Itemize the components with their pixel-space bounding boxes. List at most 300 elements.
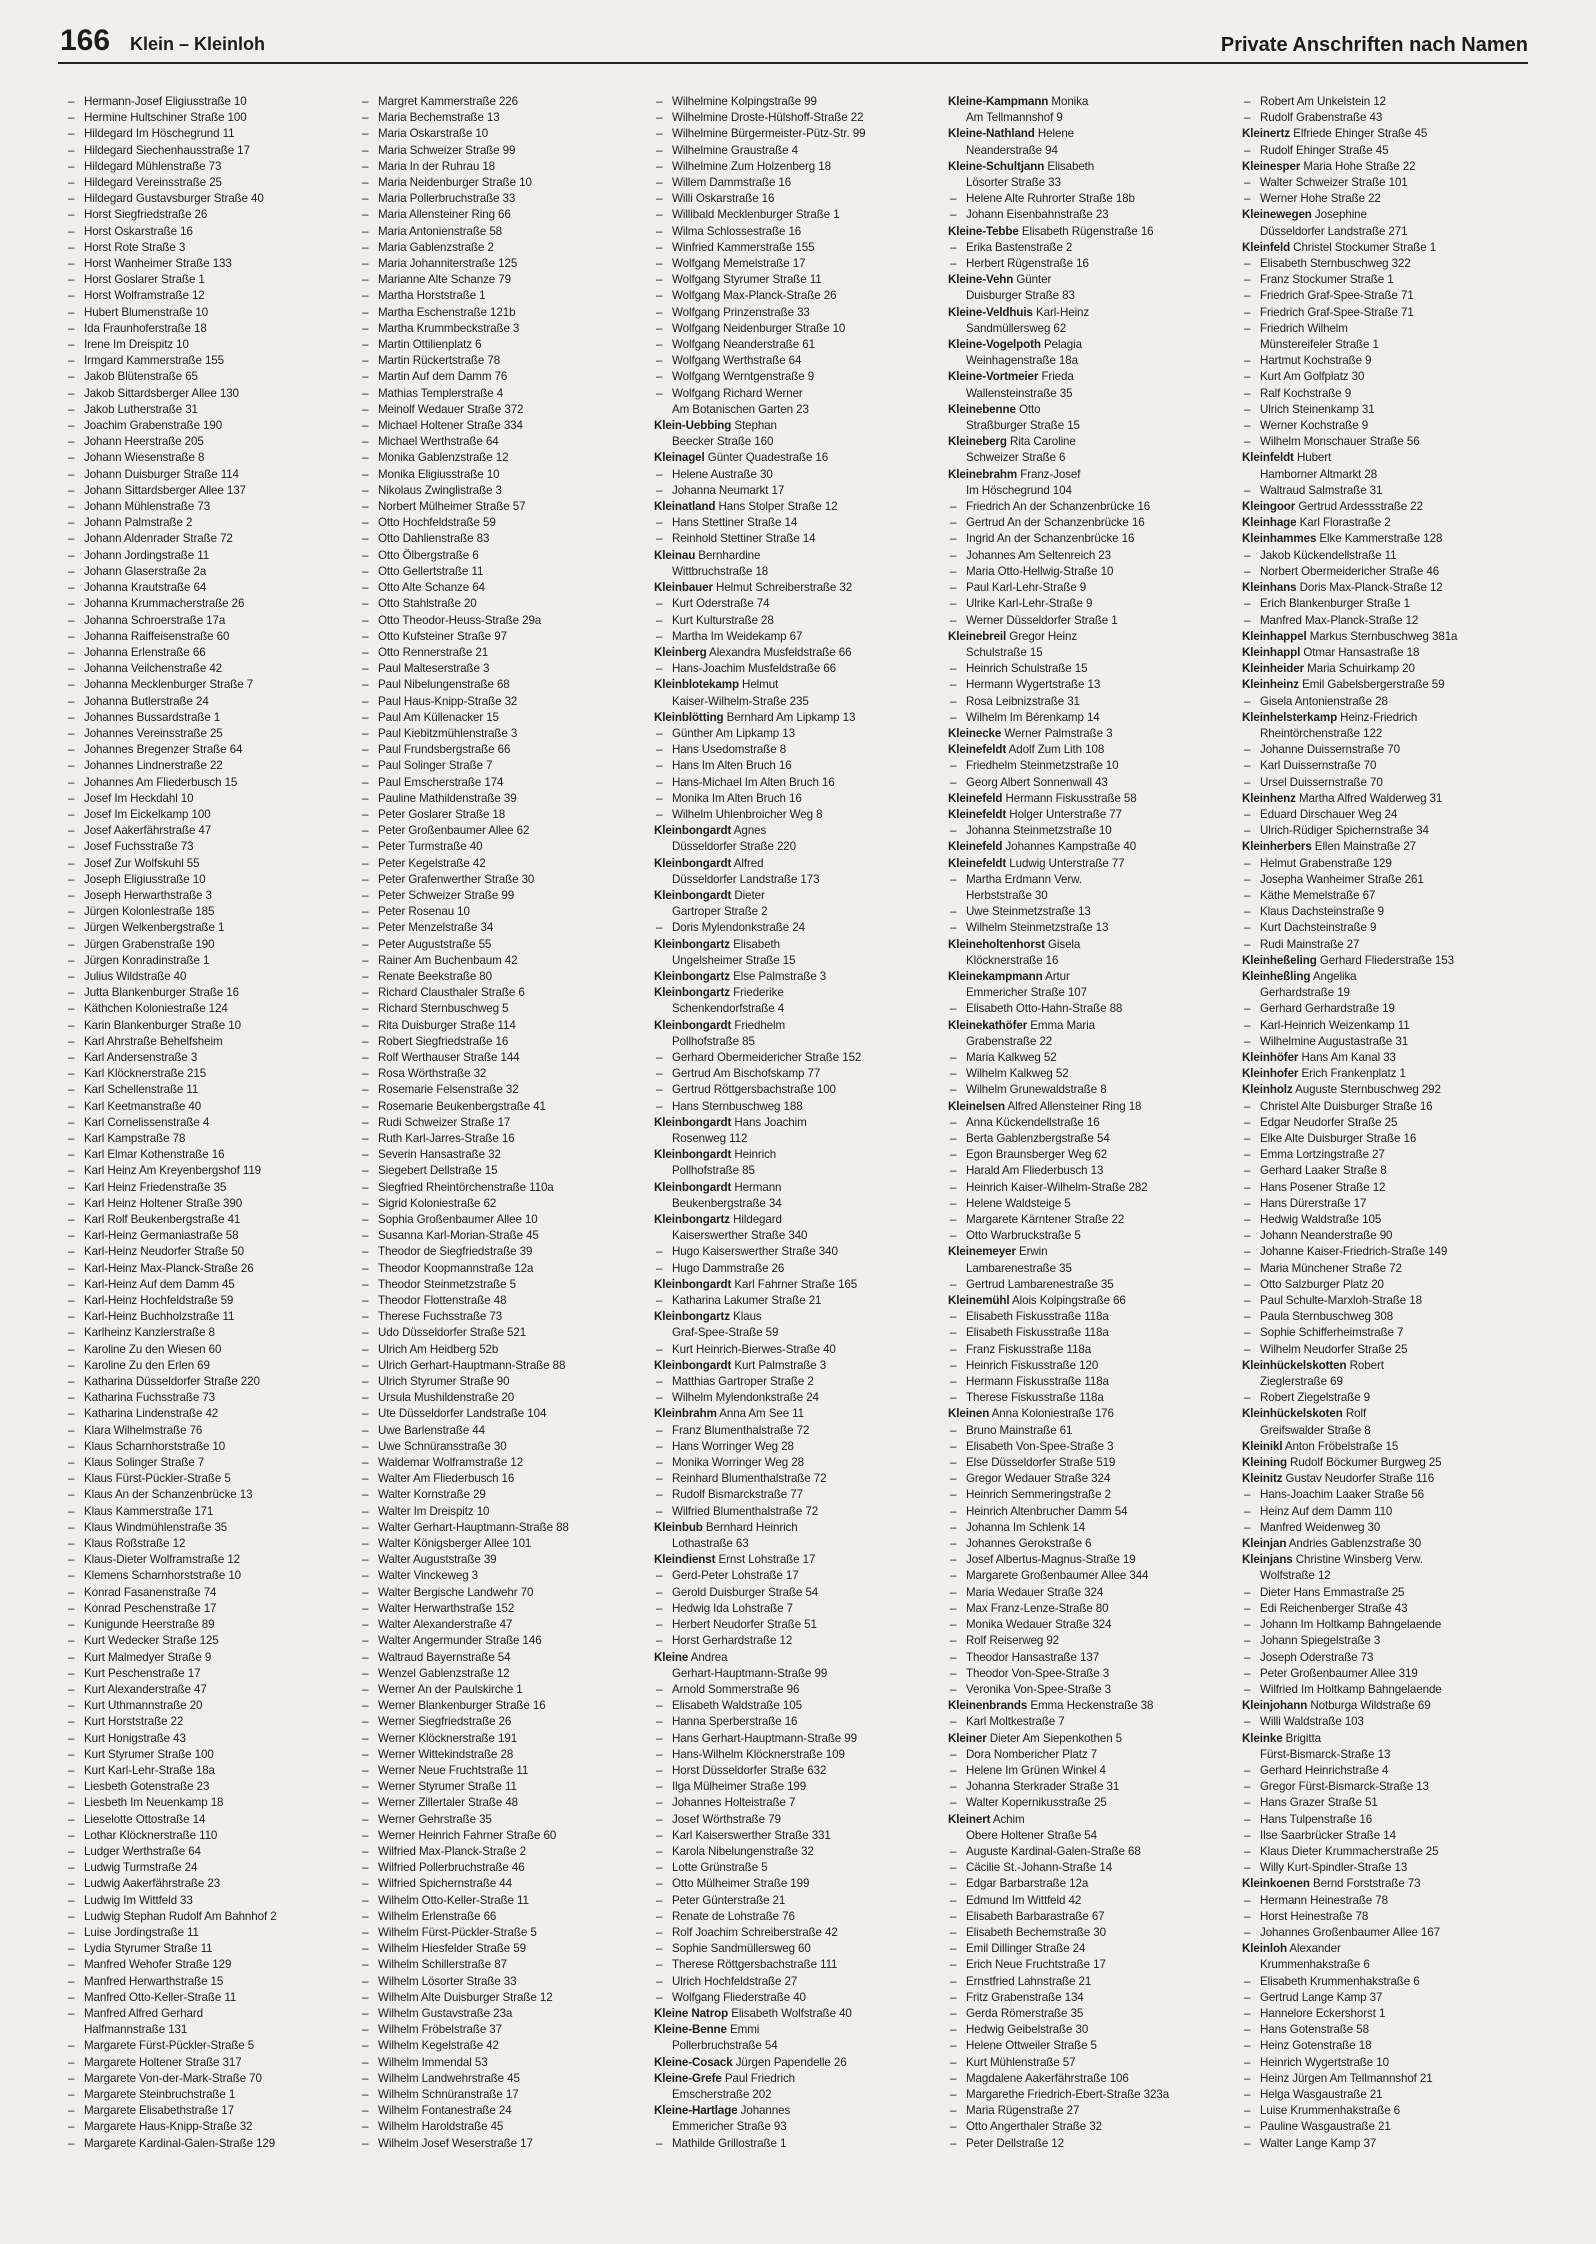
dash-marker: – <box>362 888 369 902</box>
surname: Kleinhöfer <box>1242 1050 1299 1064</box>
dash-marker: – <box>1244 1342 1251 1356</box>
dash-marker: – <box>68 1002 75 1016</box>
dash-marker: – <box>1244 354 1251 368</box>
listing-entry <box>64 564 352 580</box>
dash-marker: – <box>362 629 369 643</box>
entry-text: Wilhelm Hiesfelder Straße 59 <box>378 1942 526 1956</box>
entry-text: Karl Cornelissenstraße 4 <box>84 1115 210 1129</box>
dash-marker: – <box>68 1715 75 1729</box>
dash-marker: – <box>68 1877 75 1891</box>
entry-text: Kurt Styrumer Straße 100 <box>84 1747 214 1761</box>
dash-marker: – <box>1244 564 1251 578</box>
entry-text: Franz Stockumer Straße 1 <box>1260 273 1394 287</box>
listing-entry <box>358 629 646 645</box>
entry-text: Manfred Weidenweg 30 <box>1260 1520 1381 1534</box>
listing-entry <box>64 1633 352 1649</box>
listing-entry <box>358 1342 646 1358</box>
entry-text: Otto Warbruckstraße 5 <box>966 1229 1081 1243</box>
listing-entry <box>1240 1342 1528 1358</box>
listing-entry <box>652 1974 940 1990</box>
listing-entry <box>946 677 1234 693</box>
listing-entry <box>64 1941 352 1957</box>
dash-marker: – <box>950 516 957 530</box>
dash-marker: – <box>656 386 663 400</box>
entry-continuation: Sandmüllersweg 62 <box>966 321 1067 335</box>
surname: Kleinebrahm <box>948 467 1018 481</box>
dash-marker: – <box>950 240 957 254</box>
surname: Kleinbongardt <box>654 856 732 870</box>
dash-marker: – <box>362 1326 369 1340</box>
listing-entry <box>1240 288 1528 304</box>
entry-text: Gisela <box>1044 937 1081 951</box>
dash-marker: – <box>362 2136 369 2150</box>
dash-marker: – <box>950 500 957 514</box>
entry-text: Johann Aldenrader Straße 72 <box>84 532 233 546</box>
listing-entry <box>946 191 1234 207</box>
listing-entry <box>358 856 646 872</box>
surname: Kleinemühl <box>948 1294 1010 1308</box>
surname: Kleinert <box>948 1812 991 1826</box>
entry-text: Karin Blankenburger Straße 10 <box>84 1018 241 1032</box>
surname: Kleinbongardt <box>654 1180 732 1194</box>
listing-entry <box>64 1779 352 1795</box>
dash-marker: – <box>68 1520 75 1534</box>
entry-text: Margarete Haus-Knipp-Straße 32 <box>84 2120 253 2134</box>
entry-continuation: Im Höschegrund 104 <box>966 483 1072 497</box>
entry-continuation: Düsseldorfer Landstraße 173 <box>672 872 820 886</box>
dash-marker: – <box>68 2136 75 2150</box>
listing-entry <box>1240 1893 1528 1909</box>
dash-marker: – <box>362 1229 369 1243</box>
entry-continuation: Herbststraße 30 <box>966 888 1048 902</box>
entry-text: Klaus Roßstraße 12 <box>84 1537 186 1551</box>
dash-marker: – <box>68 176 75 190</box>
entry-text: Elke Kammerstraße 128 <box>1316 532 1443 546</box>
listing-entry <box>358 531 646 547</box>
listing-entry <box>358 564 646 580</box>
listing-entry <box>652 467 940 483</box>
dash-marker: – <box>362 500 369 514</box>
dash-marker: – <box>950 2071 957 2085</box>
listing-entry <box>652 515 940 531</box>
entry-text: Siegebert Dellstraße 15 <box>378 1164 498 1178</box>
listing-entry <box>1240 2071 1528 2087</box>
surname: Kleinheßling <box>1242 969 1311 983</box>
dash-marker: – <box>656 1050 663 1064</box>
dash-marker: – <box>656 807 663 821</box>
entry-text: Kurt Heinrich-Bierwes-Straße 40 <box>672 1342 836 1356</box>
dash-marker: – <box>950 1958 957 1972</box>
entry-text: Margarethe Friedrich-Ebert-Straße 323a <box>966 2087 1170 2101</box>
entry-text: Hermann-Josef Eligiusstraße 10 <box>84 95 247 108</box>
dash-marker: – <box>362 694 369 708</box>
listing-entry <box>64 272 352 288</box>
listing-entry <box>946 1795 1234 1811</box>
listing-entry <box>358 386 646 402</box>
dash-marker: – <box>68 483 75 497</box>
entry-text: Erich Blankenburger Straße 1 <box>1260 597 1410 611</box>
dash-marker: – <box>656 1245 663 1259</box>
listing-entry <box>652 353 940 369</box>
dash-marker: – <box>362 1844 369 1858</box>
dash-marker: – <box>362 386 369 400</box>
dash-marker: – <box>1244 483 1251 497</box>
dash-marker: – <box>362 208 369 222</box>
entry-text: Hans Stolper Straße 12 <box>715 500 838 514</box>
entry-text: Wilhelm Fürst-Pückler-Straße 5 <box>378 1925 537 1939</box>
entry-text: Hans Usedomstraße 8 <box>672 743 787 757</box>
listing-entry <box>64 1552 352 1568</box>
dash-marker: – <box>950 824 957 838</box>
listing-entry <box>358 1018 646 1034</box>
entry-text: Johannes Kampstraße 40 <box>1002 840 1137 854</box>
entry-text: Reinhold Stettiner Straße 14 <box>672 532 816 546</box>
entry-text: Kurt Mühlenstraße 57 <box>966 2055 1076 2069</box>
dash-marker: – <box>362 1666 369 1680</box>
entry-text: Walter Kopernikusstraße 25 <box>966 1796 1107 1810</box>
entry-text: Kunigunde Heerstraße 89 <box>84 1618 215 1632</box>
entry-text: Karl Fahrner Straße 165 <box>731 1277 858 1291</box>
entry-text: Horst Goslarer Straße 1 <box>84 273 205 287</box>
entry-text: Johanna Butlerstraße 24 <box>84 694 209 708</box>
listing-entry <box>946 1520 1234 1536</box>
dash-marker: – <box>362 354 369 368</box>
surname-entry <box>652 2022 940 2038</box>
entry-text: Dora Nombericher Platz 7 <box>966 1747 1097 1761</box>
entry-text: Wilfried Blumenthalstraße 72 <box>672 1504 819 1518</box>
entry-text: Ralf Kochstraße 9 <box>1260 386 1352 400</box>
dash-marker: – <box>950 1196 957 1210</box>
surname: Kleinberg <box>654 645 707 659</box>
listing-entry <box>358 1423 646 1439</box>
entry-text: Helene Alte Ruhrorter Straße 18b <box>966 192 1135 206</box>
listing-entry <box>64 159 352 175</box>
dash-marker: – <box>1244 1180 1251 1194</box>
entry-text: Christine Winsberg Verw. <box>1292 1553 1423 1567</box>
entry-continuation: Am Botanischen Garten 23 <box>672 402 809 416</box>
listing-entry <box>652 175 940 191</box>
dash-marker: – <box>68 1569 75 1583</box>
listing-entry <box>64 1277 352 1293</box>
dash-marker: – <box>656 759 663 773</box>
dash-marker: – <box>68 1666 75 1680</box>
dash-marker: – <box>950 1650 957 1664</box>
entry-text: Doris Mylendonkstraße 24 <box>672 921 805 935</box>
surname: Kleine-Grefe <box>654 2071 722 2085</box>
entry-text: Johann Eisenbahnstraße 23 <box>966 208 1109 222</box>
entry-text: Cäcilie St.-Johann-Straße 14 <box>966 1861 1113 1875</box>
entry-continuation: Pollhofstraße 85 <box>672 1034 755 1048</box>
listing-entry <box>64 1293 352 1309</box>
dash-marker: – <box>68 1294 75 1308</box>
surname-entry <box>1240 1066 1528 1082</box>
surname-entry <box>1240 710 1528 726</box>
entry-text: Martha Eschenstraße 121b <box>378 305 516 319</box>
listing-entry <box>1240 2103 1528 2119</box>
entry-text: Christel Stockumer Straße 1 <box>1290 240 1437 254</box>
entry-text: Hans Stettiner Straße 14 <box>672 516 798 530</box>
dash-marker: – <box>950 192 957 206</box>
listing-entry <box>946 2006 1234 2022</box>
entry-text: Karl-Heinz Hochfeldstraße 59 <box>84 1294 234 1308</box>
entry-text: Holger Unterstraße 77 <box>1006 807 1122 821</box>
entry-text: Helene <box>1034 127 1075 141</box>
listing-entry <box>946 531 1234 547</box>
listing-entry <box>64 2103 352 2119</box>
dash-marker: – <box>362 143 369 157</box>
listing-entry <box>946 1082 1234 1098</box>
listing-entry <box>64 1601 352 1617</box>
entry-text: Johannes Bregenzer Straße 64 <box>84 743 243 757</box>
dash-marker: – <box>362 969 369 983</box>
dash-marker: – <box>656 127 663 141</box>
entry-text: Franz-Josef <box>1017 467 1081 481</box>
listing-entry <box>64 1731 352 1747</box>
entry-text: Johann Palmstraße 2 <box>84 516 193 530</box>
entry-text: Alfred <box>731 856 764 870</box>
surname-entry <box>1240 159 1528 175</box>
listing-entry <box>358 450 646 466</box>
entry-text: Ellen Mainstraße 27 <box>1311 840 1417 854</box>
entry-text: Wilhelm Immendal 53 <box>378 2055 488 2069</box>
entry-text: Hermann Heinestraße 78 <box>1260 1893 1388 1907</box>
listing-entry <box>64 2119 352 2135</box>
listing-entry <box>358 758 646 774</box>
entry-text: Johanna Steinmetzstraße 10 <box>966 824 1112 838</box>
listing-entry <box>652 1990 940 2006</box>
entry-text: Wolfgang Prinzenstraße 33 <box>672 305 810 319</box>
entry-text: Peter Grafenwerther Straße 30 <box>378 872 535 886</box>
listing-entry <box>358 1698 646 1714</box>
entry-text: Peter Menzelstraße 34 <box>378 921 494 935</box>
entry-text: Klaus Dieter Krummacherstraße 25 <box>1260 1844 1439 1858</box>
entry-text: Johannes Großenbaumer Allee 167 <box>1260 1925 1440 1939</box>
listing-entry <box>946 240 1234 256</box>
dash-marker: – <box>68 305 75 319</box>
dash-marker: – <box>950 1844 957 1858</box>
entry-text: Lothar Klöcknerstraße 110 <box>84 1828 218 1842</box>
surname: Kleinheinz <box>1242 678 1299 692</box>
surname: Kleingoor <box>1242 500 1296 514</box>
listing-entry <box>946 775 1234 791</box>
dash-marker: – <box>68 1828 75 1842</box>
listing-entry <box>946 1471 1234 1487</box>
listing-entry <box>946 694 1234 710</box>
dash-marker: – <box>656 1375 663 1389</box>
entry-text: Edi Reichenberger Straße 43 <box>1260 1601 1408 1615</box>
dash-marker: – <box>950 1067 957 1081</box>
dash-marker: – <box>656 1861 663 1875</box>
entry-text: Kurt Karl-Lehr-Straße 18a <box>84 1763 215 1777</box>
listing-entry <box>64 1536 352 1552</box>
entry-text: Ruth Karl-Jarres-Straße 16 <box>378 1132 515 1145</box>
entry-text: Auguste Sternbuschweg 292 <box>1292 1083 1441 1097</box>
entry-text: Wilhelmine Bürgermeister-Pütz-Str. 99 <box>672 127 866 141</box>
surname: Kleine-Kampmann <box>948 95 1049 108</box>
surname-entry <box>652 2055 940 2071</box>
listing-entry <box>64 1909 352 1925</box>
entry-text: Werner Siegfriedstraße 26 <box>378 1715 512 1729</box>
listing-entry <box>358 418 646 434</box>
surname: Kleinjans <box>1242 1553 1293 1567</box>
entry-text: Wilhelmine Graustraße 4 <box>672 143 798 157</box>
entry-text: Maria Allensteiner Ring 66 <box>378 208 511 222</box>
listing-entry <box>1240 191 1528 207</box>
entry-text: Werner Kochstraße 9 <box>1260 419 1369 433</box>
dash-marker: – <box>68 1812 75 1826</box>
entry-text: Otto Mülheimer Straße 199 <box>672 1877 810 1891</box>
surname: Kleinjohann <box>1242 1699 1308 1713</box>
listing-entry <box>64 661 352 677</box>
listing-entry <box>1240 402 1528 418</box>
dash-marker: – <box>950 1229 957 1243</box>
entry-text: Rosemarie Felsenstraße 32 <box>378 1083 519 1097</box>
entry-continuation: Krummenhakstraße 6 <box>1260 1958 1370 1972</box>
listing-entry <box>64 191 352 207</box>
listing-entry <box>652 596 940 612</box>
dash-marker: – <box>950 2023 957 2037</box>
entry-text: Klaus Fürst-Pückler-Straße 5 <box>84 1472 231 1486</box>
dash-marker: – <box>68 1132 75 1145</box>
entry-text: Walter Bergische Landwehr 70 <box>378 1585 534 1599</box>
entry-continuation: Schulstraße 15 <box>966 645 1043 659</box>
listing-entry <box>946 1601 1234 1617</box>
listing-entry <box>64 1423 352 1439</box>
listing-entry <box>64 2071 352 2087</box>
dash-marker: – <box>362 370 369 384</box>
listing-entry <box>64 580 352 596</box>
entry-text: Erika Bastenstraße 2 <box>966 240 1073 254</box>
listing-entry <box>64 1439 352 1455</box>
entry-text: Otto Rennerstraße 21 <box>378 645 489 659</box>
listing-entry <box>652 1682 940 1698</box>
entry-text: Christel Alte Duisburger Straße 16 <box>1260 1099 1433 1113</box>
entry-text: Therese Röttgersbachstraße 111 <box>672 1958 838 1972</box>
entry-text: Robert Siegfriedstraße 16 <box>378 1034 509 1048</box>
entry-text: Rolf Reiserweg 92 <box>966 1634 1060 1648</box>
surname-entry <box>652 1147 940 1163</box>
dash-marker: – <box>362 2071 369 2085</box>
dash-marker: – <box>362 1731 369 1745</box>
dash-marker: – <box>362 1893 369 1907</box>
entry-text: Wilma Schlossestraße 16 <box>672 224 802 238</box>
entry-text: Günther Am Lipkamp 13 <box>672 726 795 740</box>
entry-text: Elisabeth <box>730 937 780 951</box>
dash-marker: – <box>1244 1844 1251 1858</box>
surname: Kleinbrahm <box>654 1407 717 1421</box>
dash-marker: – <box>1244 807 1251 821</box>
entry-text: Karl Schellenstraße 11 <box>84 1083 199 1097</box>
dash-marker: – <box>1244 1763 1251 1777</box>
listing-entry <box>64 1034 352 1050</box>
entry-text: Paul Malteserstraße 3 <box>378 662 490 676</box>
listing-entry <box>652 1099 940 1115</box>
entry-text: Therese Fiskusstraße 118a <box>966 1391 1104 1405</box>
dash-marker: – <box>68 937 75 951</box>
surname: Kleiner <box>948 1731 987 1745</box>
entry-text: Johannes Am Seltenreich 23 <box>966 548 1111 562</box>
entry-text: Wolfgang Neidenburger Straße 10 <box>672 321 846 335</box>
dash-marker: – <box>656 516 663 530</box>
entry-text: Joseph Oderstraße 73 <box>1260 1650 1374 1664</box>
surname-entry <box>946 839 1234 855</box>
surname-entry <box>652 499 940 515</box>
entry-text: Else Düsseldorfer Straße 519 <box>966 1456 1116 1470</box>
surname: Kleine-Tebbe <box>948 224 1019 238</box>
entry-text: Liesbeth Im Neuenkamp 18 <box>84 1796 224 1810</box>
dash-marker: – <box>68 1456 75 1470</box>
dash-marker: – <box>656 159 663 173</box>
entry-text: Hugo Kaiserswerther Straße 340 <box>672 1245 838 1259</box>
dash-marker: – <box>656 1828 663 1842</box>
listing-entry <box>358 1763 646 1779</box>
surname: Kleinelsen <box>948 1099 1005 1113</box>
listing-entry <box>358 1277 646 1293</box>
entry-text: Walter Im Dreispitz 10 <box>378 1504 490 1518</box>
dash-marker: – <box>362 1099 369 1113</box>
listing-entry <box>64 1568 352 1584</box>
entry-continuation: Emscherstraße 202 <box>672 2087 772 2101</box>
surname-entry <box>946 742 1234 758</box>
entry-continuation: Emmericher Straße 93 <box>672 2120 787 2134</box>
listing-entry <box>946 207 1234 223</box>
surname-entry <box>1240 1358 1528 1374</box>
listing-entry <box>358 191 646 207</box>
listing-entry <box>1240 1666 1528 1682</box>
listing-entry <box>652 742 940 758</box>
entry-text: Jürgen Papendelle 26 <box>732 2055 847 2069</box>
entry-text: Otto Stahlstraße 20 <box>378 597 477 611</box>
entry-continuation: Kaiserswerther Straße 340 <box>672 1229 808 1243</box>
entry-text: Johanna Neumarkt 17 <box>672 483 785 497</box>
entry-continuation: Münstereifeler Straße 1 <box>1260 338 1379 352</box>
dash-marker: – <box>68 1682 75 1696</box>
entry-text: Heinz-Friedrich <box>1337 710 1418 724</box>
listing-entry <box>358 1682 646 1698</box>
listing-entry <box>64 807 352 823</box>
listing-entry <box>64 2006 352 2022</box>
listing-entry <box>358 1731 646 1747</box>
dash-marker: – <box>1244 192 1251 206</box>
entry-text: Heinrich Wygertstraße 10 <box>1260 2055 1389 2069</box>
dash-marker: – <box>68 402 75 416</box>
entry-text: Margarete Elisabethstraße 17 <box>84 2104 234 2118</box>
listing-entry <box>1240 694 1528 710</box>
listing-entry <box>652 1487 940 1503</box>
dash-marker: – <box>68 564 75 578</box>
dash-marker: – <box>656 1780 663 1794</box>
entry-continuation: Rheintörchenstraße 122 <box>1260 726 1383 740</box>
listing-entry <box>652 1082 940 1098</box>
dash-marker: – <box>68 467 75 481</box>
dash-marker: – <box>362 1439 369 1453</box>
surname-entry <box>1240 515 1528 531</box>
entry-text: Johanna Sterkrader Straße 31 <box>966 1780 1120 1794</box>
entry-text: Wenzel Gablenzstraße 12 <box>378 1666 510 1680</box>
listing-entry <box>1240 1018 1528 1034</box>
dash-marker: – <box>950 564 957 578</box>
surname-entry <box>1240 499 1528 515</box>
surname: Kleinbauer <box>654 581 713 595</box>
entry-text: Klaus Kammerstraße 171 <box>84 1504 214 1518</box>
entry-text: Maria Oskarstraße 10 <box>378 127 489 141</box>
listing-entry <box>652 1471 940 1487</box>
entry-text: Martin Rückertstraße 78 <box>378 354 501 368</box>
entry-text: Kurt Wedecker Straße 125 <box>84 1634 219 1648</box>
dash-marker: – <box>656 1942 663 1956</box>
listing-entry <box>64 1358 352 1374</box>
dash-marker: – <box>656 1488 663 1502</box>
